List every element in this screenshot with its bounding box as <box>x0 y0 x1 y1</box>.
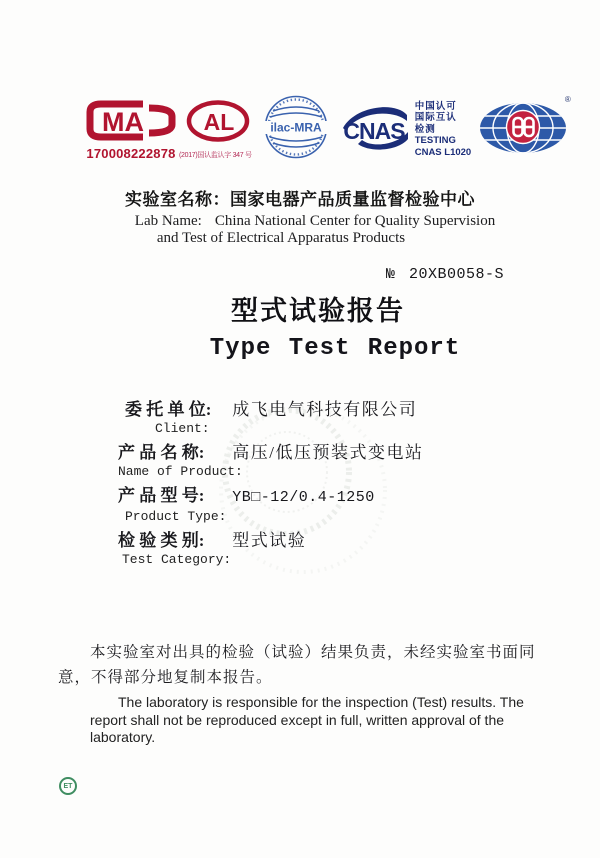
field-row-test-category <box>118 530 548 569</box>
al-mark-icon <box>186 100 251 144</box>
cma-letters: MA <box>102 106 144 137</box>
al-letters: AL <box>203 108 235 135</box>
ilac-mra-label: ilac-MRA <box>270 120 322 135</box>
field-value-client: 成飞电气科技有限公司 <box>232 400 418 419</box>
lab-name-block <box>0 185 600 246</box>
field-label-en: Client: <box>155 421 210 436</box>
field-value-test-category: 型式试验 <box>232 531 307 550</box>
report-number: № 20XB0058-S <box>386 266 505 283</box>
field-label-zh: 产 品 名 称: <box>118 443 205 462</box>
disclaimer-zh: 本实验室对出具的检验（试验）结果负责，未经实验室书面同意，不得部分地复制本报告。 <box>58 644 536 686</box>
globe-emblem-icon <box>478 99 568 155</box>
accreditation-line: 中国认可 <box>414 100 457 112</box>
lab-name-en-text: China National Center for Quality Supervision <box>214 213 496 229</box>
lab-name-en-label: Lab Name: <box>134 213 202 229</box>
field-label-zh: 检 验 类 别: <box>118 531 205 550</box>
lab-name-en-line2: and Test of Electrical Apparatus Products <box>156 229 406 246</box>
field-label-zh: 委 托 单 位: <box>125 400 212 419</box>
cma-certificate-number: 170008222878 <box>86 145 176 161</box>
green-seal-icon: ET <box>59 777 77 795</box>
disclaimer-en: The laboratory is responsible for the inspection (Test) results. The report shall not be reproduced except in full, written approval of the laboratory. <box>90 694 524 745</box>
accreditation-line: TESTING <box>414 135 456 147</box>
accreditation-line: CNAS L1020 <box>414 146 472 158</box>
field-label-en: Name of Product: <box>118 464 243 479</box>
field-row-product-type <box>118 485 548 526</box>
cma-mark-icon <box>85 99 177 142</box>
report-fields <box>118 399 548 573</box>
globe-certification-logo <box>478 95 571 160</box>
ilac-mra-globe-icon <box>263 94 329 160</box>
field-row-product-name <box>118 442 548 481</box>
field-label-zh: 产 品 型 号: <box>118 486 205 505</box>
accreditation-line: 检测 <box>414 123 436 135</box>
field-value-product-type: YB□-12/0.4-1250 <box>232 489 375 506</box>
field-label-en: Product Type: <box>125 509 227 524</box>
cnas-label: CNAS <box>343 118 405 144</box>
accreditation-text <box>415 101 471 159</box>
accreditation-line: 国际互认 <box>414 112 457 124</box>
lab-name-zh: 实验室名称：国家电器产品质量监督检验中心 <box>125 190 475 209</box>
field-row-client <box>118 399 548 438</box>
lab-name-en-line1 <box>0 213 600 230</box>
report-title-en: Type Test Report <box>209 335 461 362</box>
cma-logo <box>85 99 177 161</box>
report-title-block <box>0 289 600 362</box>
registered-trademark-mark: ® <box>564 95 571 104</box>
report-title-zh: 型式试验报告 <box>231 296 405 326</box>
field-label-en: Test Category: <box>122 552 232 567</box>
cnas-mark-icon <box>338 101 410 153</box>
cnas-logo <box>338 101 410 158</box>
field-value-product-name: 高压/低压预装式变电站 <box>232 443 424 462</box>
certification-logo-row <box>85 94 571 165</box>
ilac-mra-logo <box>263 94 329 165</box>
al-logo <box>179 100 252 160</box>
al-caption: (2017)国认监认字 347 号 <box>179 151 252 159</box>
